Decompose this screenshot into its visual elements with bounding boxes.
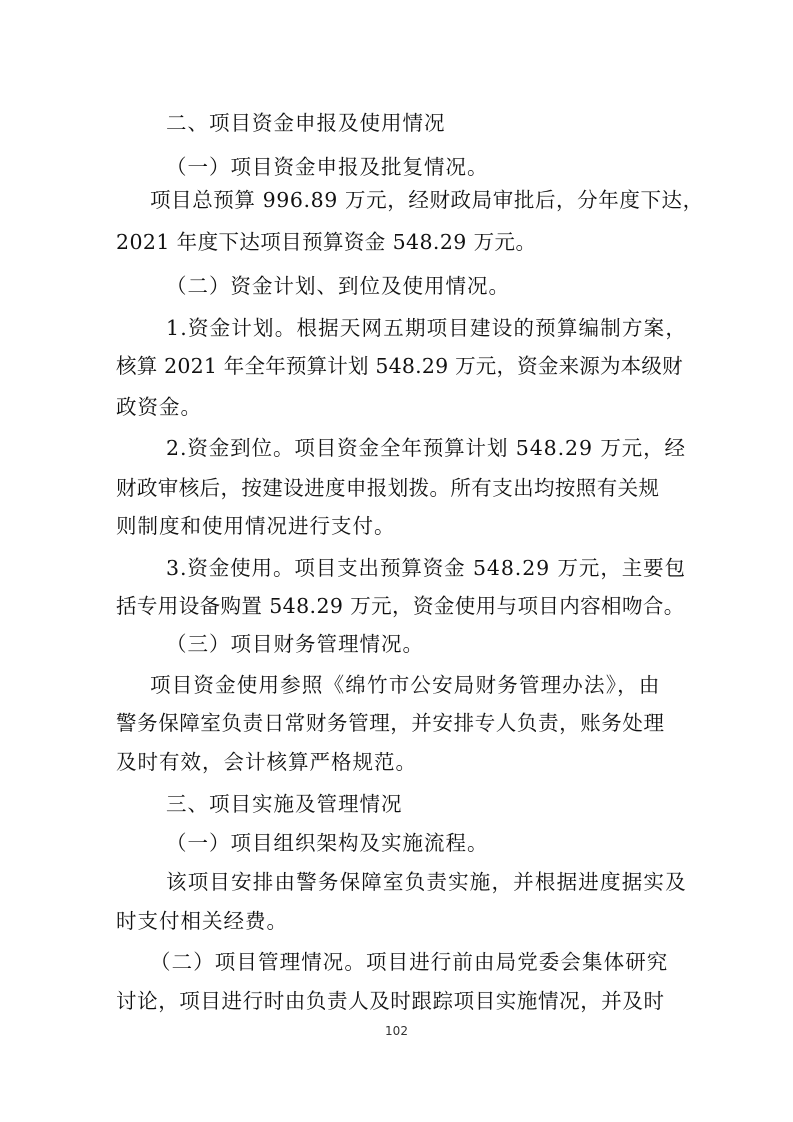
paragraph-line: 2021 年度下达项目预算资金 548.29 万元。 [116,230,537,254]
subheading-2-3: （三）项目财务管理情况。 [166,632,424,656]
paragraph-line: 项目资金使用参照《绵竹市公安局财务管理办法》，由 [150,673,661,697]
paragraph-line: 核算 2021 年全年预算计划 548.29 万元，资金来源为本级财 [116,354,683,378]
paragraph-line: 政资金。 [116,395,202,419]
paragraph-line: 项目总预算 996.89 万元，经财政局审批后，分年度下达， [150,188,704,212]
subheading-3-2: （二）项目管理情况。项目进行前由局党委会集体研究 [150,950,669,974]
section-heading-2: 二、项目资金申报及使用情况 [166,111,446,135]
paragraph-line: 警务保障室负责日常财务管理，并安排专人负责，账务处理 [116,711,665,735]
subheading-3-1: （一）项目组织架构及实施流程。 [166,831,489,855]
subheading-2-1: （一）项目资金申报及批复情况。 [166,155,489,179]
paragraph-line: 该项目安排由警务保障室负责实施，并根据进度据实及 [166,870,687,894]
paragraph-line: 讨论，项目进行时由负责人及时跟踪项目实施情况，并及时 [116,989,665,1013]
section-heading-3: 三、项目实施及管理情况 [166,792,403,816]
paragraph-line: 2.资金到位。项目资金全年预算计划 548.29 万元，经 [166,436,686,460]
paragraph-line: 财政审核后，按建设进度申报划拨。所有支出均按照有关规 [116,476,660,500]
paragraph-line: 及时有效，会计核算严格规范。 [116,750,417,774]
subheading-2-2: （二）资金计划、到位及使用情况。 [166,274,510,298]
paragraph-line: 时支付相关经费。 [116,909,288,933]
paragraph-line: 1.资金计划。根据天网五期项目建设的预算编制方案， [166,316,688,340]
page-number: 102 [385,1024,408,1038]
paragraph-line: 3.资金使用。项目支出预算资金 548.29 万元，主要包 [166,556,686,580]
paragraph-line: 括专用设备购置 548.29 万元，资金使用与项目内容相吻合。 [116,594,685,618]
paragraph-line: 则制度和使用情况进行支付。 [116,514,396,538]
